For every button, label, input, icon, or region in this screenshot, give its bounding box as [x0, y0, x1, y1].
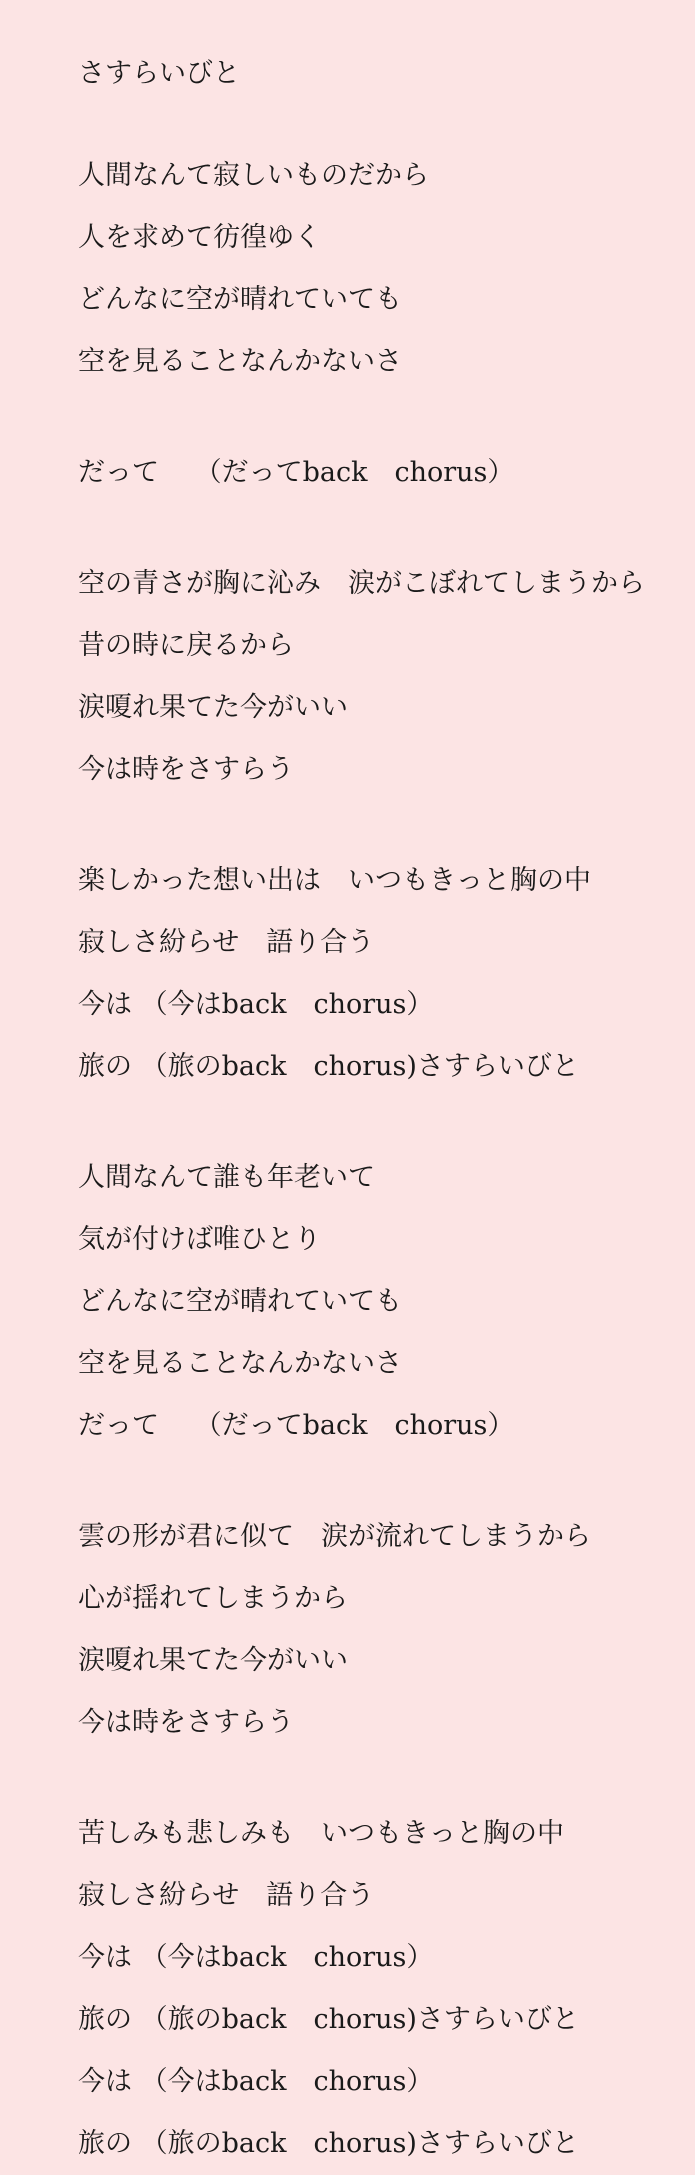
lyric-line: 苦しみも悲しみも いつもきっと胸の中	[78, 1818, 564, 1849]
lyric-line: どんなに空が晴れていても	[78, 284, 402, 315]
lyric-line: 昔の時に戻るから	[78, 630, 294, 661]
lyric-line: だって （だってback chorus）	[78, 1410, 515, 1441]
lyric-line: 楽しかった想い出は いつもきっと胸の中	[78, 865, 591, 896]
lyric-line: 寂しさ紛らせ 語り合う	[78, 1880, 375, 1911]
lyric-line: 空を見ることなんかないさ	[78, 346, 402, 377]
stanza	[78, 145, 695, 393]
lyric-line: 涙嗄れ果てた今がいい	[78, 692, 348, 723]
lyric-line: 今は時をさすらう	[78, 1707, 294, 1738]
lyric-line: 人間なんて誰も年老いて	[78, 1162, 375, 1193]
lyric-line: 空を見ることなんかないさ	[78, 1348, 402, 1379]
lyric-line: だって （だってback chorus）	[78, 457, 515, 488]
stanza	[78, 1506, 695, 1754]
lyric-line: 寂しさ紛らせ 語り合う	[78, 927, 375, 958]
lyric-line: 旅の （旅のback chorus)さすらいびと	[78, 1051, 579, 1082]
lyric-line: 今は （今はback chorus）	[78, 1942, 434, 1973]
lyric-line: 旅の （旅のback chorus)さすらいびと	[78, 2004, 579, 2035]
lyric-line: 空の青さが胸に沁み 涙がこぼれてしまうから	[78, 568, 645, 599]
stanza	[78, 553, 695, 801]
lyrics-body	[78, 145, 695, 2175]
lyric-line: 今は （今はback chorus）	[78, 989, 434, 1020]
lyric-line: 雲の形が君に似て 涙が流れてしまうから	[78, 1521, 591, 1552]
lyric-line: 人を求めて彷徨ゆく	[78, 222, 321, 253]
stanza	[78, 442, 695, 504]
lyric-line: 今は （今はback chorus）	[78, 2066, 434, 2097]
lyric-line: 旅の （旅のback chorus)さすらいびと	[78, 2128, 579, 2159]
lyric-line: 人間なんて寂しいものだから	[78, 160, 429, 191]
lyric-line: 気が付けば唯ひとり	[78, 1224, 321, 1255]
lyric-line: 涙嗄れ果てた今がいい	[78, 1645, 348, 1676]
stanza	[78, 1803, 695, 2175]
song-title: さすらいびと	[78, 58, 240, 89]
lyric-line: 今は時をさすらう	[78, 754, 294, 785]
lyric-line: 心が揺れてしまうから	[78, 1583, 348, 1614]
stanza	[78, 850, 695, 1098]
lyric-line: どんなに空が晴れていても	[78, 1286, 402, 1317]
stanza	[78, 1147, 695, 1457]
